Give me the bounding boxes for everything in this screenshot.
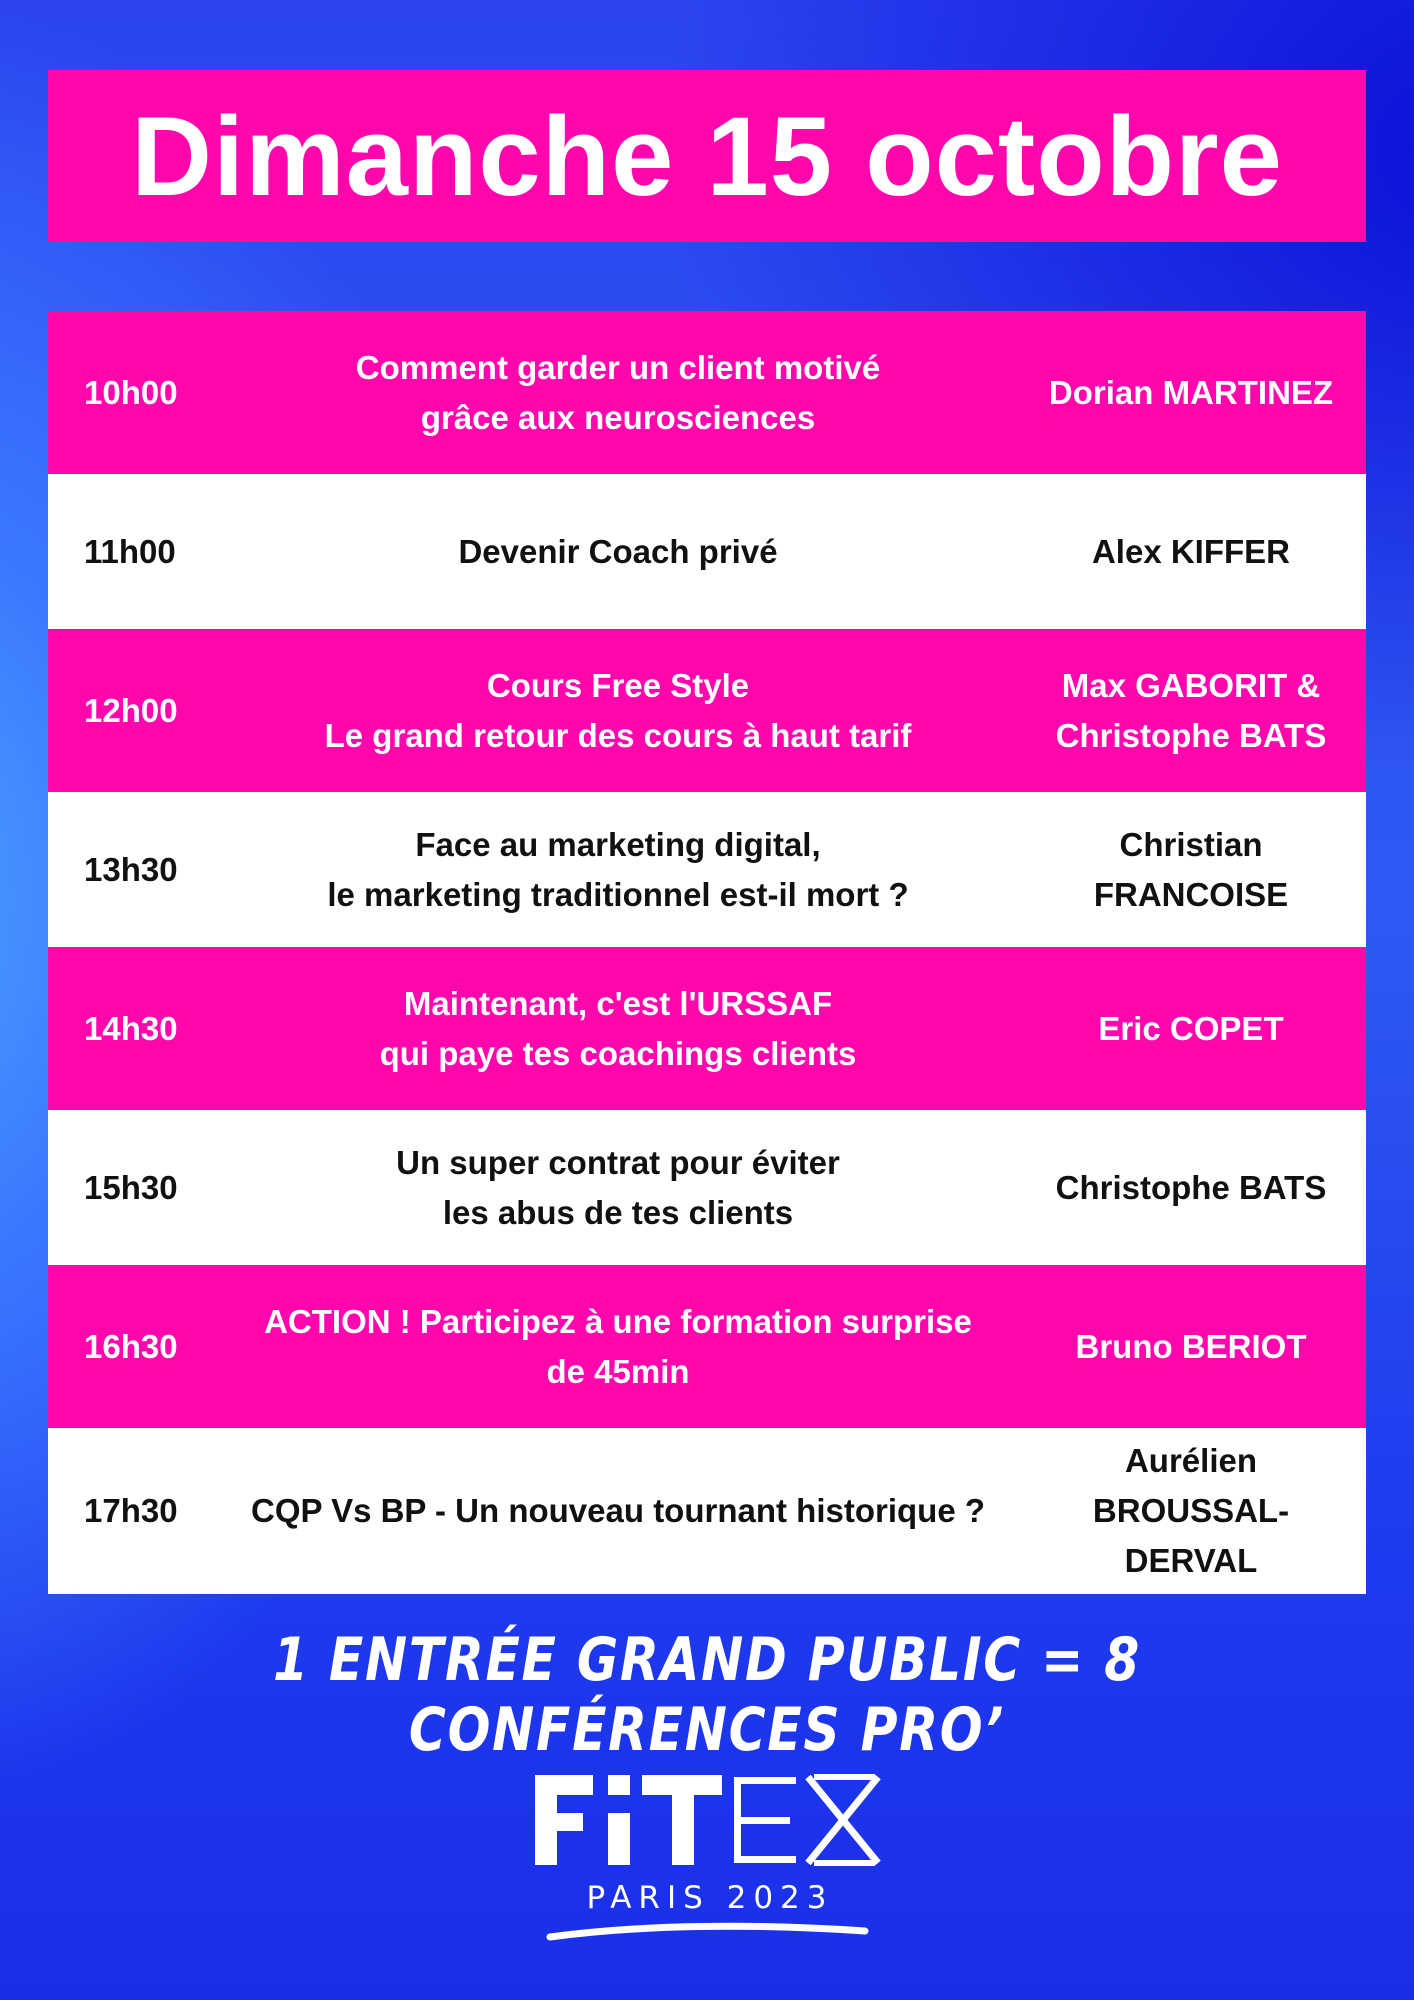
session-topic bbox=[220, 979, 1016, 1079]
session-speaker-line: Dorian MARTINEZ bbox=[1048, 373, 1334, 411]
session-speaker bbox=[1016, 820, 1366, 920]
session-topic bbox=[220, 343, 1016, 443]
schedule-row bbox=[48, 311, 1366, 474]
session-speaker-line: FRANCOISE bbox=[1093, 875, 1289, 913]
session-topic-line: Le grand retour des cours à haut tarif bbox=[324, 716, 912, 754]
session-time: 12h00 bbox=[84, 691, 178, 729]
session-topic-line: le marketing traditionnel est-il mort ? bbox=[327, 875, 909, 913]
session-speaker-line: Bruno BERIOT bbox=[1075, 1327, 1307, 1365]
session-topic-line: Face au marketing digital, bbox=[415, 825, 821, 863]
session-time: 10h00 bbox=[84, 373, 178, 411]
schedule-row bbox=[48, 947, 1366, 1110]
session-topic-line: ACTION ! Participez à une formation surprise bbox=[264, 1302, 972, 1340]
session-topic-line: Comment garder un client motivé bbox=[355, 348, 881, 386]
schedule-row bbox=[48, 1428, 1366, 1594]
brush-underline bbox=[530, 1913, 890, 1953]
session-time: 17h30 bbox=[84, 1492, 178, 1529]
session-topic bbox=[220, 820, 1016, 920]
schedule-row bbox=[48, 629, 1366, 792]
schedule-row bbox=[48, 792, 1366, 947]
session-time: 15h30 bbox=[84, 1168, 178, 1206]
session-topic-line: qui paye tes coachings clients bbox=[379, 1034, 857, 1072]
session-topic-line: Cours Free Style bbox=[486, 666, 750, 704]
session-speaker bbox=[1016, 1004, 1366, 1054]
session-topic bbox=[220, 1138, 1016, 1238]
session-topic bbox=[220, 527, 1016, 577]
schedule-row bbox=[48, 1265, 1366, 1428]
session-topic-line: Un super contrat pour éviter bbox=[396, 1143, 840, 1181]
logo-subtitle: PARIS 2023 bbox=[586, 1880, 834, 1916]
session-speaker-line: Max GABORIT & bbox=[1061, 666, 1321, 704]
session-speaker bbox=[1016, 661, 1366, 761]
session-topic bbox=[220, 661, 1016, 761]
session-topic bbox=[220, 1486, 1016, 1536]
session-speaker bbox=[1016, 368, 1366, 418]
fitex-logo bbox=[530, 1765, 890, 1945]
session-speaker-line: Christian bbox=[1119, 825, 1263, 863]
session-speaker-line: Alex KIFFER bbox=[1091, 532, 1291, 570]
session-time: 14h30 bbox=[84, 1009, 178, 1047]
session-speaker bbox=[1016, 527, 1366, 577]
session-topic-line: les abus de tes clients bbox=[442, 1193, 794, 1231]
page-title: Dimanche 15 octobre bbox=[131, 93, 1283, 219]
session-time: 16h30 bbox=[84, 1327, 178, 1365]
schedule-row bbox=[48, 474, 1366, 629]
session-topic bbox=[220, 1297, 1016, 1397]
session-topic-line: Maintenant, c'est l'URSSAF bbox=[403, 984, 833, 1022]
session-time: 13h30 bbox=[84, 850, 178, 888]
session-speaker bbox=[1016, 1322, 1366, 1372]
session-topic-line: de 45min bbox=[546, 1352, 690, 1390]
session-speaker-line: Eric COPET bbox=[1098, 1009, 1284, 1047]
session-topic-line: Devenir Coach privé bbox=[458, 532, 778, 570]
session-speaker bbox=[1016, 1436, 1366, 1586]
schedule-table bbox=[48, 311, 1366, 1594]
schedule-row bbox=[48, 1110, 1366, 1265]
tagline: 1 ENTRÉE GRAND PUBLIC = 8 CONFÉRENCES PRO’ bbox=[272, 1625, 1142, 1765]
session-speaker-line: Christophe BATS bbox=[1055, 1168, 1327, 1206]
session-speaker-line: DERVAL bbox=[1124, 1542, 1258, 1579]
title-banner bbox=[48, 70, 1366, 242]
session-topic-line: grâce aux neurosciences bbox=[420, 398, 816, 436]
session-time: 11h00 bbox=[84, 532, 176, 570]
fitex-logo-mark bbox=[530, 1765, 890, 1875]
session-speaker-line: BROUSSAL- bbox=[1092, 1492, 1290, 1529]
session-speaker-line: Aurélien bbox=[1124, 1442, 1258, 1479]
session-speaker bbox=[1016, 1163, 1366, 1213]
session-speaker-line: Christophe BATS bbox=[1055, 716, 1327, 754]
session-topic-line: CQP Vs BP - Un nouveau tournant historique ? bbox=[250, 1492, 985, 1529]
